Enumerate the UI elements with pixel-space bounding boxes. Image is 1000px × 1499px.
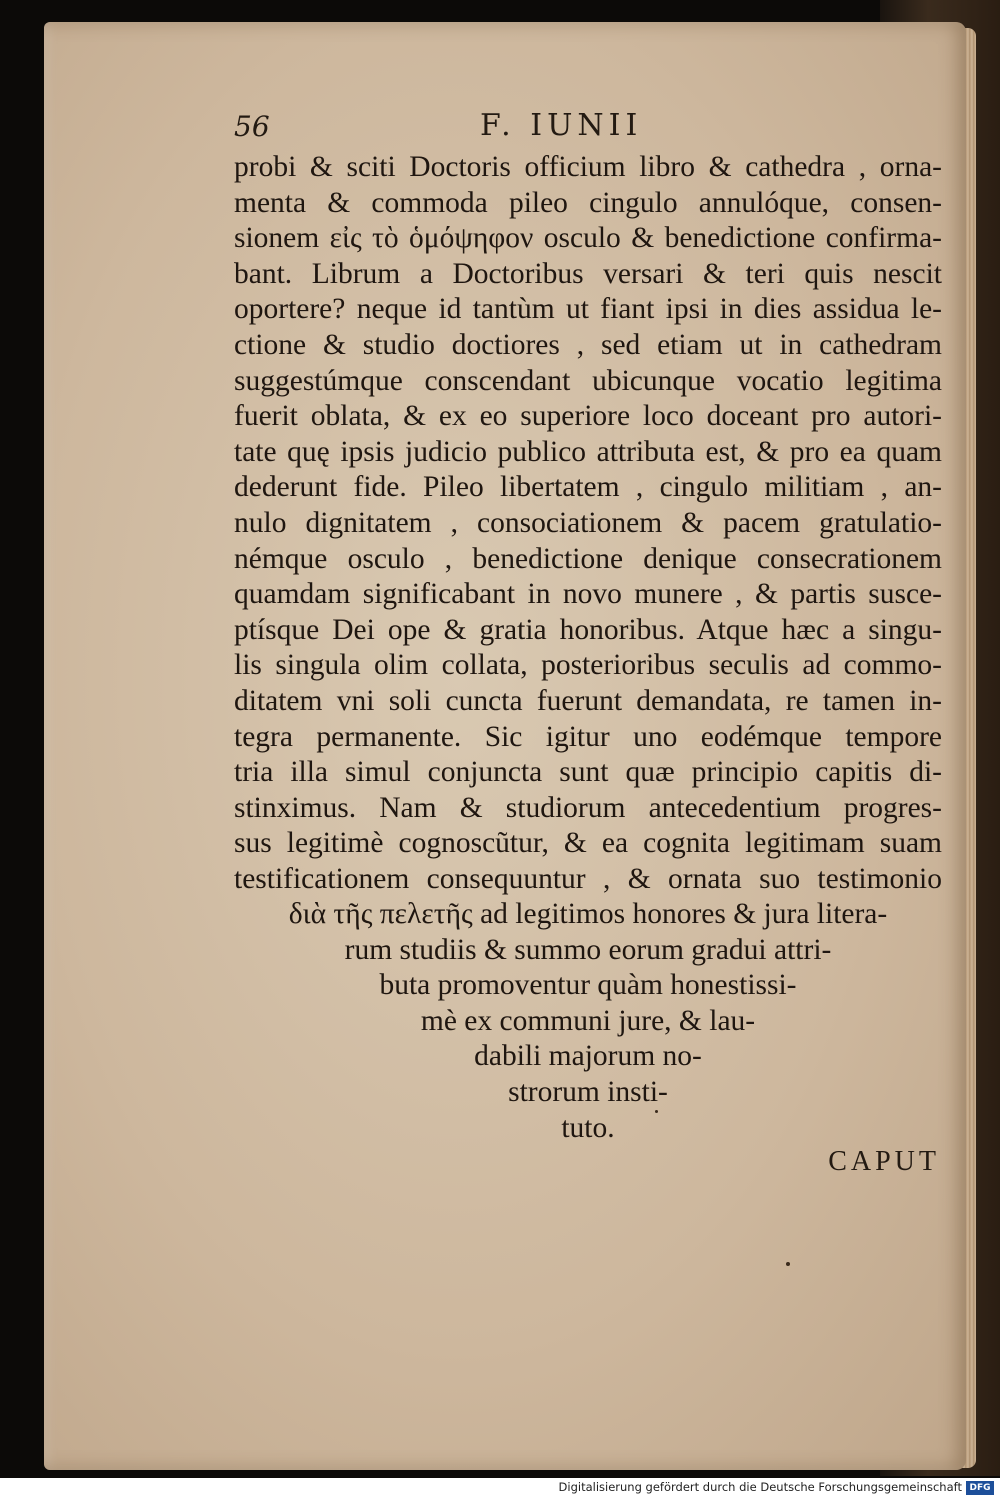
text-line: quamdam significabant in novo munere , & partis susce- — [234, 578, 942, 611]
text-line: rum studiis & summo eorum gradui attri- — [344, 933, 832, 966]
text-line: stinximus. Nam & studiorum antecedentium progres- — [234, 791, 942, 824]
text-line: sus legitimè cognoscũtur, & ea cognita legitimam suam — [234, 827, 942, 860]
page-number: 56 — [234, 110, 270, 143]
text-line: ctione & studio doctiores , sed etiam ut in cathedram — [234, 328, 942, 361]
text-line: διὰ τῆς πελετῆς ad legitimos honores & jura litera- — [288, 898, 888, 930]
text-line: tria illa simul conjuncta sunt quæ principio capitis di- — [234, 756, 942, 789]
text-line: dabili majorum no- — [474, 1040, 702, 1073]
text-line: probi & sciti Doctoris officium libro & cathedra , orna- — [234, 151, 942, 183]
text-line: testificationem consequuntur , & ornata suo testimonio — [234, 862, 942, 895]
text-line: tate quę ipsis judicio publico attributa est, & pro ea quam — [234, 435, 942, 468]
text-line: menta & commoda pileo cingulo annulóque, consen- — [234, 186, 942, 219]
ink-speck — [786, 1262, 790, 1266]
funding-credit: Digitalisierung gefördert durch die Deutsche Forschungsgemeinschaft — [558, 1480, 962, 1494]
text-line: tegra permanente. Sic igitur uno eodémque tempore — [234, 720, 942, 753]
ink-speck — [655, 1110, 658, 1113]
text-line: strorum insti- — [508, 1075, 668, 1108]
text-line: lis singula olim collata, posterioribus seculis ad commo- — [234, 649, 942, 682]
text-line: fuerit oblata, & ex eo superiore loco doceant pro autori- — [234, 400, 942, 433]
text-line: ptísque Dei ope & gratia honoribus. Atque hæc a singu- — [234, 613, 942, 646]
body-text — [234, 150, 942, 897]
text-line: ditatem vni soli cuncta fuerunt demandata, re tamen in- — [234, 684, 942, 717]
running-head: F. IUNII — [480, 108, 643, 143]
dfg-logo-icon: DFG — [966, 1481, 994, 1495]
text-line: tuto. — [561, 1111, 615, 1144]
catchword: CAPUT — [828, 1146, 940, 1177]
text-line: dederunt fide. Pileo libertatem , cingulo militiam , an- — [234, 471, 942, 504]
digitization-footer — [0, 1478, 1000, 1499]
text-line: némque osculo , benedictione denique consecrationem — [234, 542, 942, 575]
text-line: mè ex communi jure, & lau- — [420, 1004, 756, 1037]
text-line: bant. Librum a Doctoribus versari & teri quis nescit — [234, 257, 942, 290]
text-line: suggestúmque conscendant ubicunque vocatio legitima — [234, 364, 942, 397]
text-line: nulo dignitatem , consociationem & pacem gratulatio- — [234, 506, 942, 539]
text-line: sionem εἰς τὸ ὁμόψηφον osculo & benedictione confirma- — [234, 222, 942, 255]
tapered-paragraph-end — [234, 897, 942, 1146]
page-header — [234, 108, 946, 148]
text-line: oportere? neque id tantùm ut fiant ipsi in dies assidua le- — [234, 293, 942, 326]
text-line: buta promoventur quàm honestissi- — [379, 969, 797, 1002]
